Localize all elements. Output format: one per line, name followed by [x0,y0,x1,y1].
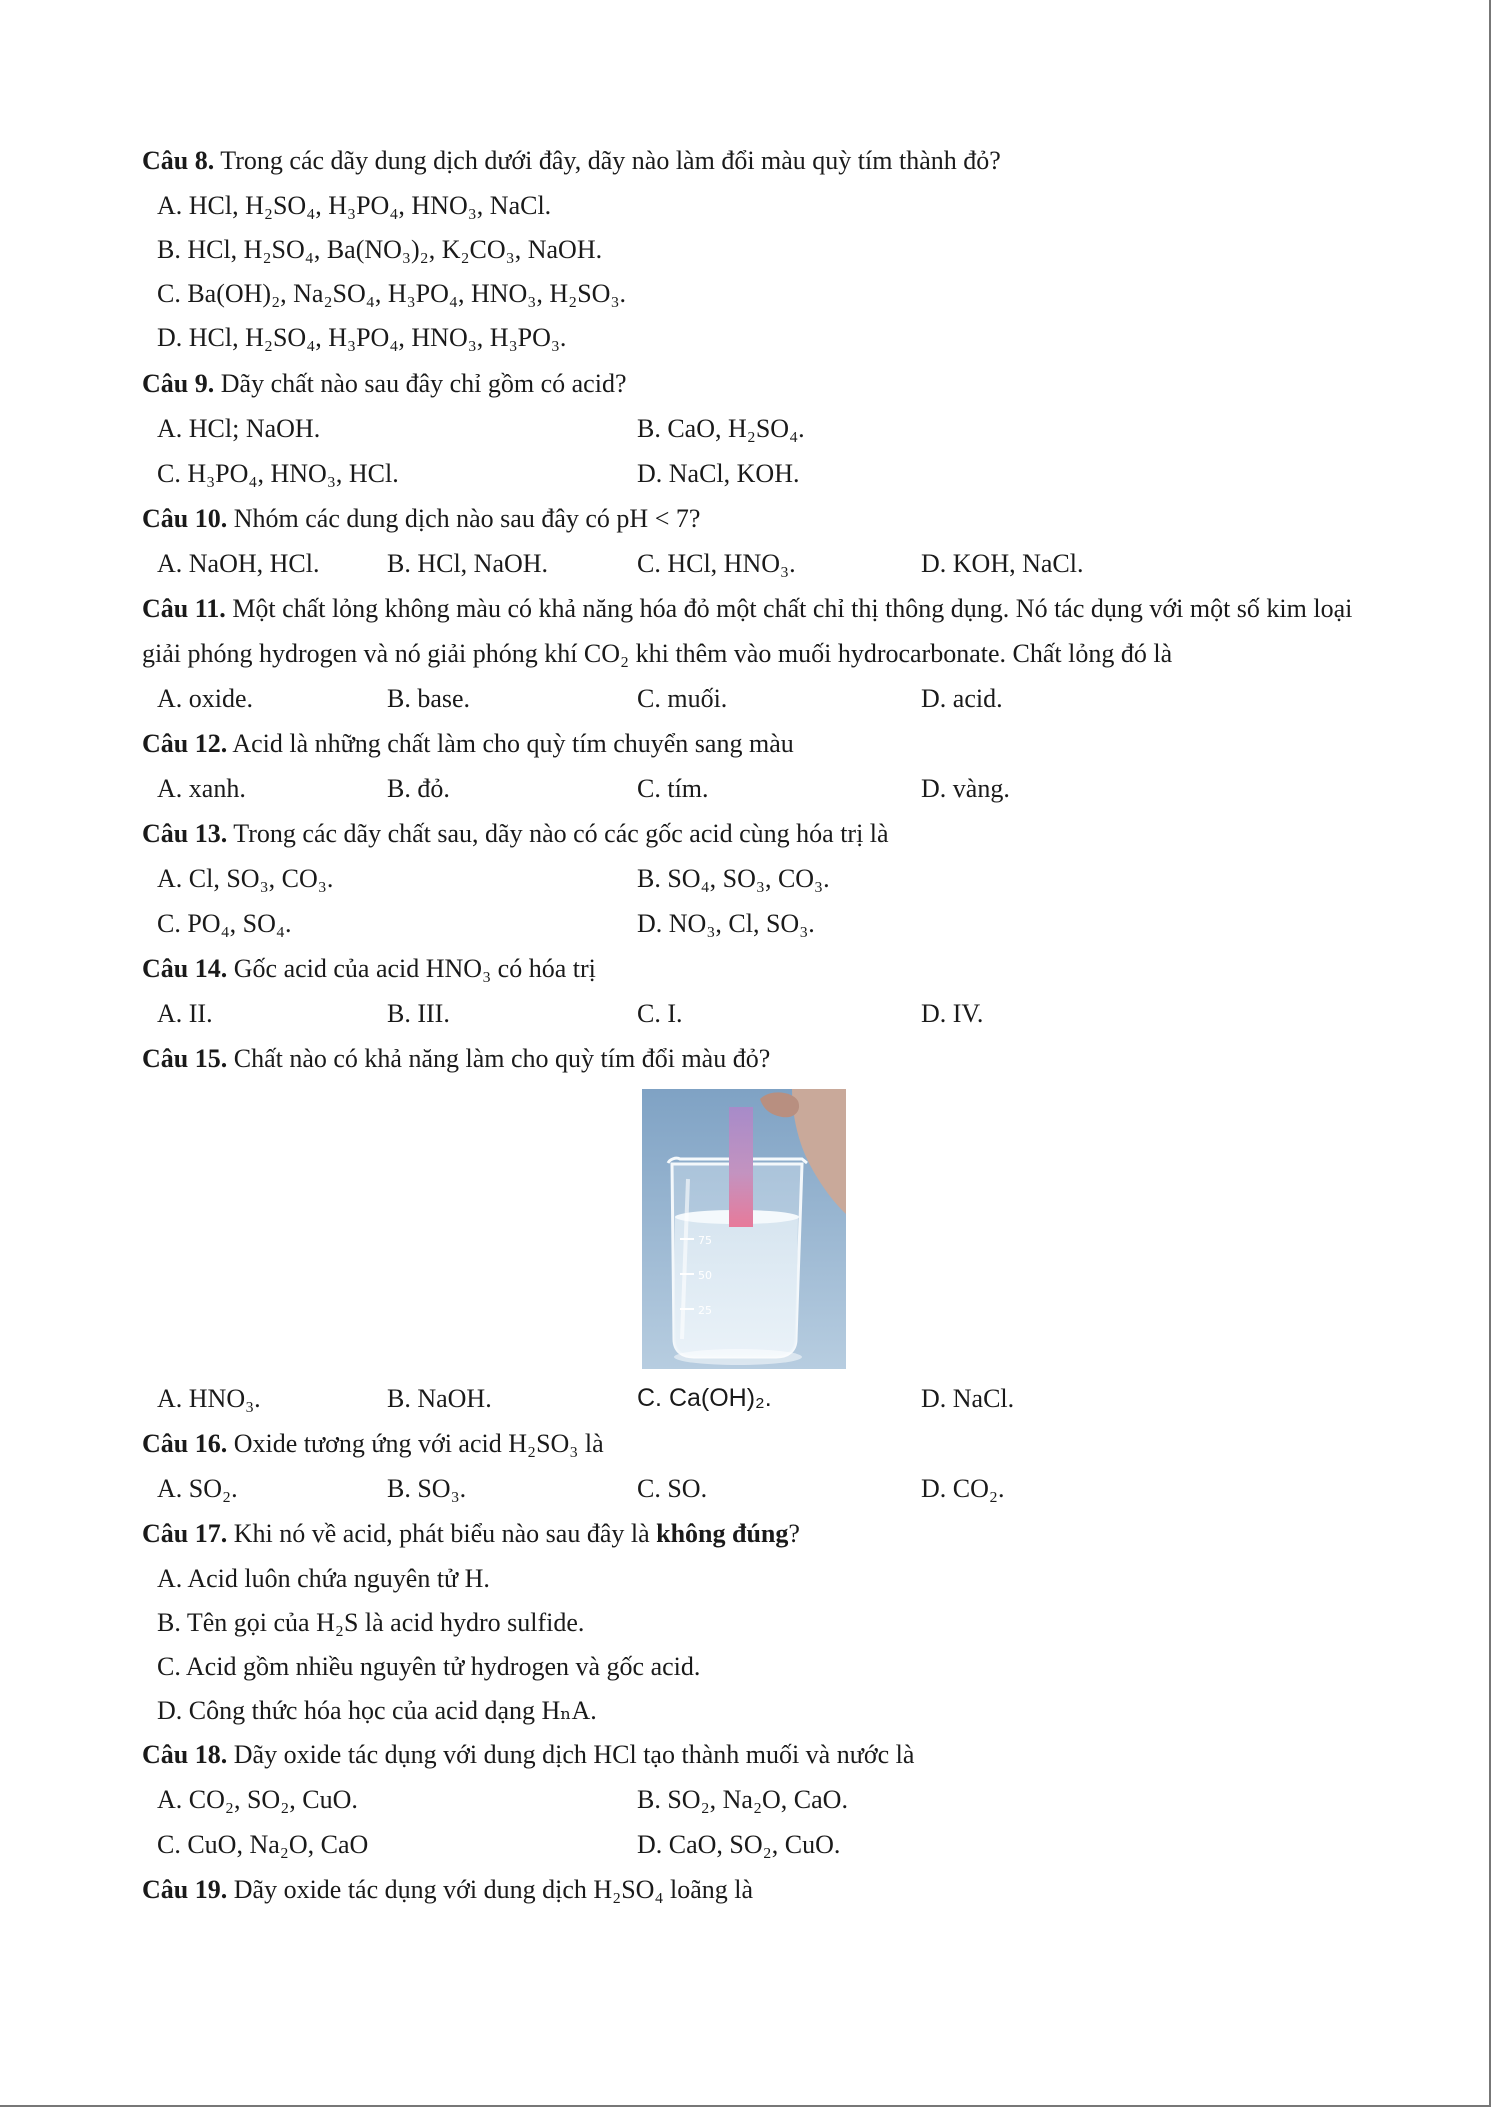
question-18 [142,1732,1357,1777]
option-b: B. SO₂, Na₂O, CaO. [637,1785,848,1814]
option-d: D. acid. [921,684,1003,713]
question-text: Oxide tương ứng với acid H₂SO₃ là [233,1429,604,1458]
question-16 [142,1421,1357,1466]
question-label: Câu 19. [142,1875,228,1904]
question-10-options [157,541,1357,586]
question-label: Câu 14. [142,954,228,983]
question-text: Khi nó về acid, phát biểu nào sau đây là [233,1519,650,1548]
beaker-mark-50: 50 [698,1269,712,1282]
question-text: Dãy oxide tác dụng với dung dịch H₂SO₄ loãng là [233,1875,754,1904]
option-b: B. SO₄, SO₃, CO₃. [637,864,830,893]
question-13 [142,811,1357,856]
question-9-options-row1 [157,406,1357,451]
question-text: Một chất lỏng không màu có khả năng hóa đỏ một chất chỉ thị thông dụng. Nó tác dụng với một số kim loại giải phóng hydrogen và nó giải phóng khí CO₂ khi thêm vào muối hydrocarbonate. Chất lỏng đó là [142,594,1353,668]
question-label: Câu 18. [142,1740,228,1769]
option-a: A. Cl, SO₃, CO₃. [157,864,334,893]
question-text-end: ? [788,1519,800,1548]
option-a: A. HCl; NaOH. [157,414,321,443]
question-13-options-row2 [157,901,1357,946]
question-9 [142,361,1357,406]
question-15-options [157,1376,1357,1421]
option-d: D. CO₂. [921,1474,1005,1503]
question-label: Câu 8. [142,146,215,175]
option-d: D. HCl, H₂SO₄, H₃PO₄, HNO₃, H₃PO₃. [157,323,567,352]
option-a: A. HCl, H₂SO₄, H₃PO₄, HNO₃, NaCl. [157,191,552,220]
question-11 [142,586,1357,676]
option-d: D. IV. [921,999,984,1028]
question-text: Nhóm các dung dịch nào sau đây có pH < 7? [233,504,701,533]
option-c: C. HCl, HNO₃. [637,549,796,578]
question-17-options [157,1556,1357,1725]
question-12 [142,721,1357,766]
option-a: A. xanh. [157,774,246,803]
question-18-options-row2 [157,1822,1357,1867]
option-c: C. Ca(OH)₂. [637,1384,772,1412]
question-9-options-row2 [157,451,1357,496]
question-text: Trong các dãy chất sau, dãy nào có các gốc acid cùng hóa trị là [233,819,889,848]
question-label: Câu 10. [142,504,228,533]
option-a: A. Acid luôn chứa nguyên tử H. [157,1564,490,1593]
option-b: B. base. [387,684,471,713]
question-12-options [157,766,1357,811]
question-label: Câu 16. [142,1429,228,1458]
option-a: A. CO₂, SO₂, CuO. [157,1785,358,1814]
question-label: Câu 13. [142,819,228,848]
option-c: C. PO₄, SO₄. [157,909,292,938]
question-text: Trong các dãy dung dịch dưới đây, dãy nào làm đổi màu quỳ tím thành đỏ? [220,146,1001,175]
question-emphasis: không đúng [656,1519,789,1548]
question-text: Dãy oxide tác dụng với dung dịch HCl tạo thành muối và nước là [233,1740,915,1769]
option-c: C. Ba(OH)₂, Na₂SO₄, H₃PO₄, HNO₃, H₂SO₃. [157,279,627,308]
question-label: Câu 9. [142,369,215,398]
question-list [142,138,1357,1912]
question-18-options-row1 [157,1777,1357,1822]
question-label: Câu 17. [142,1519,228,1548]
question-15-figure [142,1081,1357,1376]
beaker-mark-75: 75 [698,1234,712,1247]
option-a: A. SO₂. [157,1474,238,1503]
question-text: Chất nào có khả năng làm cho quỳ tím đổi màu đỏ? [233,1044,771,1073]
question-19 [142,1867,1357,1912]
option-d: D. vàng. [921,774,1010,803]
option-b: B. Tên gọi của H₂S là acid hydro sulfide. [157,1608,585,1637]
question-16-options [157,1466,1357,1511]
question-10 [142,496,1357,541]
litmus-paper-beaker-image [642,1089,846,1369]
option-b: B. CaO, H₂SO₄. [637,414,805,443]
option-b: B. HCl, H₂SO₄, Ba(NO₃)₂, K₂CO₃, NaOH. [157,235,603,264]
option-d: D. KOH, NaCl. [921,549,1084,578]
question-label: Câu 15. [142,1044,228,1073]
litmus-strip-shape [729,1107,753,1227]
option-c: C. H₃PO₄, HNO₃, HCl. [157,459,399,488]
option-d: D. Công thức hóa học của acid dạng HₙA. [157,1696,597,1725]
option-b: B. NaOH. [387,1384,492,1413]
option-d: D. NaCl, KOH. [637,459,800,488]
option-d: D. NaCl. [921,1384,1015,1413]
question-11-options [157,676,1357,721]
option-c: C. Acid gồm nhiều nguyên tử hydrogen và gốc acid. [157,1652,701,1681]
question-15 [142,1036,1357,1081]
question-13-options-row1 [157,856,1357,901]
option-a: A. NaOH, HCl. [157,549,320,578]
option-c: C. I. [637,999,683,1028]
option-d: D. CaO, SO₂, CuO. [637,1830,841,1859]
option-b: B. III. [387,999,450,1028]
option-c: C. SO. [637,1474,708,1503]
option-b: B. SO₃. [387,1474,467,1503]
question-8 [142,138,1357,183]
option-d: D. NO₃, Cl, SO₃. [637,909,815,938]
question-14-options [157,991,1357,1036]
question-14 [142,946,1357,991]
question-17 [142,1511,1357,1556]
option-b: B. đỏ. [387,774,450,803]
question-8-options [157,183,1357,352]
option-b: B. HCl, NaOH. [387,549,549,578]
option-a: A. HNO₃. [157,1384,261,1413]
option-c: C. tím. [637,774,709,803]
question-label: Câu 11. [142,594,226,623]
question-label: Câu 12. [142,729,228,758]
question-text: Acid là những chất làm cho quỳ tím chuyển sang màu [232,729,794,758]
question-text: Gốc acid của acid HNO₃ có hóa trị [233,954,596,983]
question-text: Dãy chất nào sau đây chỉ gồm có acid? [220,369,627,398]
option-a: A. oxide. [157,684,254,713]
option-c: C. muối. [637,684,728,713]
option-c: C. CuO, Na₂O, CaO [157,1830,369,1859]
option-a: A. II. [157,999,213,1028]
beaker-mark-25: 25 [698,1304,712,1317]
